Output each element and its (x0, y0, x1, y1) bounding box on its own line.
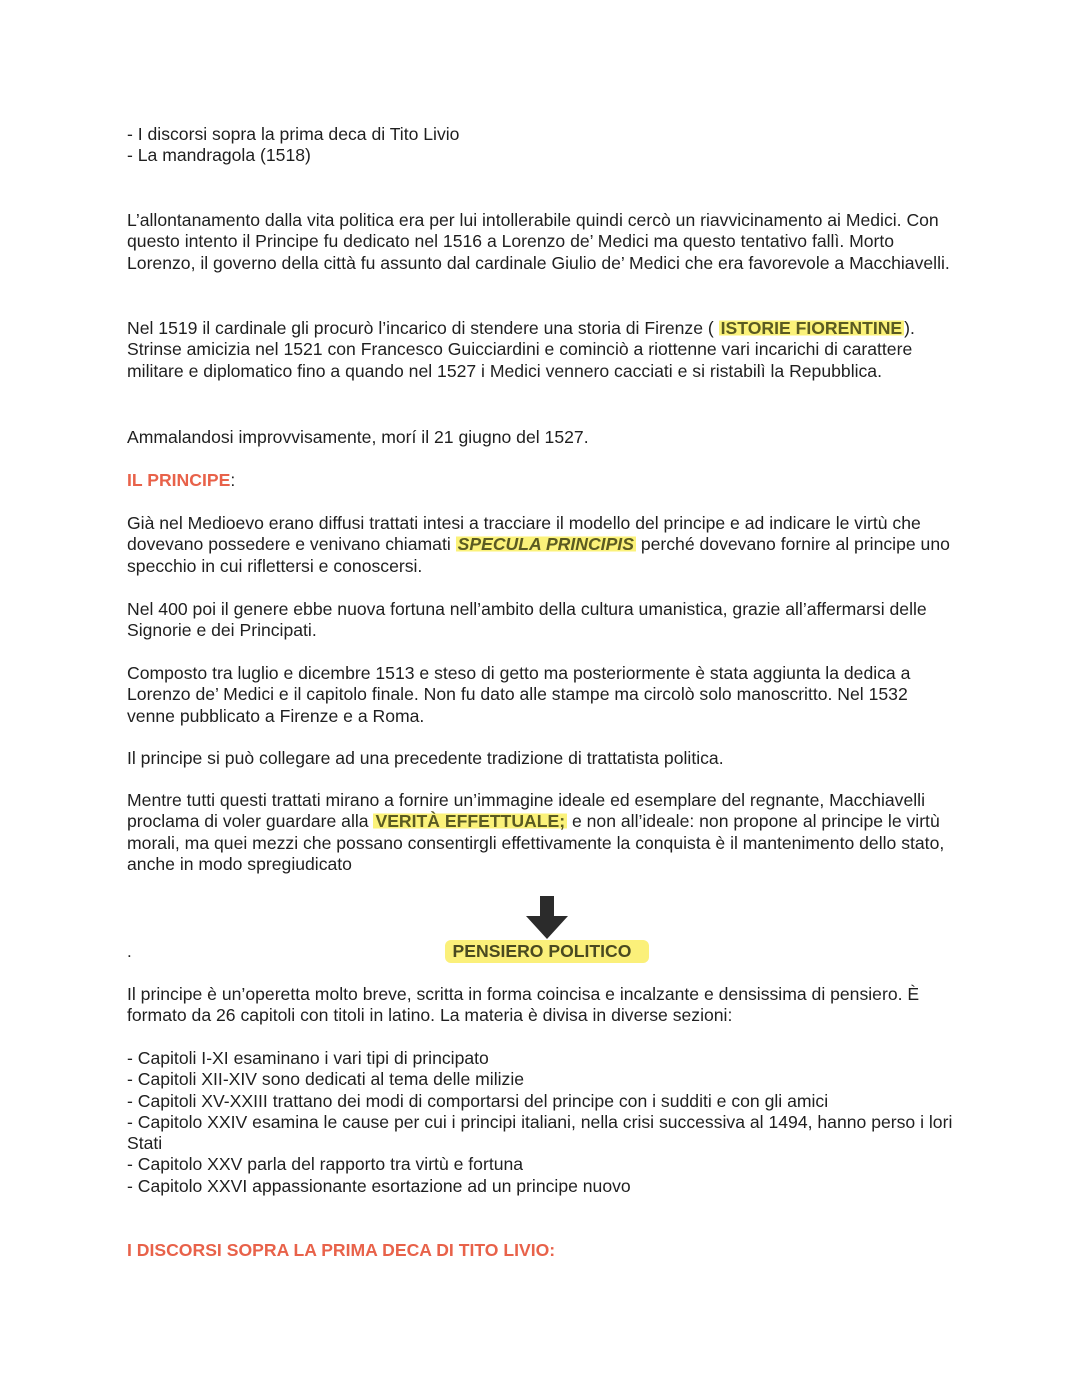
pensiero-politico-heading: PENSIERO POLITICO (445, 940, 650, 963)
list-item: - Capitoli XV-XXIII trattano dei modi di comportarsi del principe con i sudditi e con gli amici (127, 1090, 829, 1111)
paragraph-operetta: Il principe è un’operetta molto breve, scritta in forma coincisa e incalzante e densissima di pensiero. È formato da 26 capitoli con titoli in latino. La materia è divisa in diverse sezioni: (127, 984, 920, 1026)
list-item: - I discorsi sopra la prima deca di Tito Livio (127, 124, 460, 144)
highlight-specula-principis: SPECULA PRINCIPIS (457, 534, 634, 555)
list-item: - Capitoli I-XI esaminano i vari tipi di principato (127, 1048, 489, 1068)
paragraph-400: Nel 400 poi il genere ebbe nuova fortuna nell’ambito della cultura umanistica, grazie all’affermarsi delle Signorie e dei Principati. (127, 599, 927, 641)
pensiero-politico-block (127, 940, 957, 963)
paragraph-composto: Composto tra luglio e dicembre 1513 e steso di getto ma posteriormente è stata aggiunta la dedica a Lorenzo de’ Medici e il capitolo finale. Non fu dato alle stampe ma circolò solo manoscritto. Nel 1532 venne pubblicato a Firenze e a Roma. (127, 663, 911, 726)
paragraph-tradizione: Il principe si può collegare ad una precedente tradizione di trattatista politica. (127, 748, 724, 768)
highlight-verita-effettuale: VERITÀ EFFETTUALE; (375, 811, 566, 832)
list-item: - Capitoli XII-XIV sono dedicati al tema delle milizie (127, 1069, 525, 1090)
paragraph-istorie: Nel 1519 il cardinale gli procurò l’incarico di stendere una storia di Firenze ( ISTORIE FIORENTINE ). Strinse amicizia nel 1521 con Francesco Guicciardini e cominciò a riottenne vari incarichi di carattere militare e diplomatico fino a quando nel 1527 i Medici vennero cacciati e si ristabilì la Repubblica. (127, 318, 915, 381)
chapters-list (127, 1048, 957, 1197)
works-list (127, 124, 459, 167)
list-item: - Capitolo XXVI appassionante esortazione ad un principe nuovo (127, 1175, 631, 1196)
paragraph-death: Ammalandosi improvvisamente, morí il 21 giugno del 1527. (127, 427, 589, 447)
heading-discorsi: I DISCORSI SOPRA LA PRIMA DECA DI TITO LIVIO: (127, 1240, 556, 1260)
paragraph-medici: L’allontanamento dalla vita politica era per lui intollerabile quindi cercò un riavvicinamento ai Medici. Con questo intento il Principe fu dedicato nel 1516 a Lorenzo de’ Medici ma questo tentativo fallì. Morto Lorenzo, il governo della città fu assunto dal cardinale Giulio de’ Medici che era favorevole a Macchiavelli. (127, 210, 950, 273)
heading-il-principe: IL PRINCIPE: (127, 470, 236, 490)
list-item: - Capitolo XXIV esamina le cause per cui i principi italiani, nella crisi successiva al 1494, hanno perso i lori Stati (127, 1111, 953, 1154)
stray-dot: . (127, 942, 132, 961)
highlight-istorie: ISTORIE FIORENTINE (720, 318, 903, 338)
arrow-down-icon (518, 894, 578, 944)
paragraph-verita: Mentre tutti questi trattati mirano a fornire un’immagine ideale ed esemplare del regnante, Macchiavelli proclama di voler guardare alla VERITÀ EFFETTUALE; e non all’ideale: non propone al principe le virtù morali, ma quei mezzi che possano consentirgli effettivamente la conquista è il mantenimento dello stato, anche in modo spregiudicato (127, 790, 945, 874)
list-item: - Capitolo XXV parla del rapporto tra virtù e fortuna (127, 1154, 524, 1175)
list-item: - La mandragola (1518) (127, 145, 311, 166)
paragraph-specula: Già nel Medioevo erano diffusi trattati intesi a tracciare il modello del principe e ad indicare le virtù che dovevano possedere e venivano chiamati SPECULA PRINCIPIS perché dovevano fornire al principe uno specchio in cui riflettersi e conoscersi. (127, 513, 950, 576)
